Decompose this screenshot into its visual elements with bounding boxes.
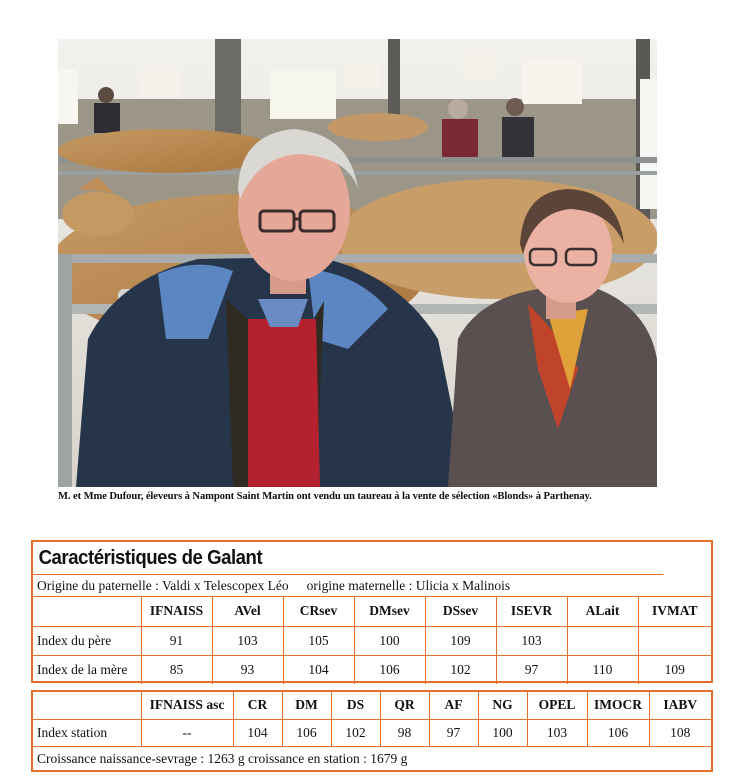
header-row xyxy=(33,692,711,719)
table-cell: 98 xyxy=(380,719,429,746)
header-cell xyxy=(33,597,141,626)
table-cell: 103 xyxy=(527,719,587,746)
table-cell: 85 xyxy=(141,655,212,684)
header-row xyxy=(33,597,711,626)
header-cell: NG xyxy=(478,692,527,719)
header-cell: IABV xyxy=(649,692,711,719)
table-cell: 106 xyxy=(587,719,649,746)
photo-caption: M. et Mme Dufour, éleveurs à Nampont Saint Martin ont vendu un taureau à la vente de sélection «Blonds» à Parthenay. xyxy=(58,491,592,502)
header-cell: IMOCR xyxy=(587,692,649,719)
header-cell: DM xyxy=(282,692,331,719)
galant-characteristics-table xyxy=(31,540,713,683)
table-cell: 97 xyxy=(429,719,478,746)
table-cell: 102 xyxy=(425,655,496,684)
table-cell: -- xyxy=(141,719,233,746)
header-cell: IFNAISS xyxy=(141,597,212,626)
table-row xyxy=(33,626,711,655)
table-cell xyxy=(638,626,711,655)
header-cell: CRsev xyxy=(283,597,354,626)
table-cell: 109 xyxy=(664,661,685,677)
table-cell: 93 xyxy=(212,655,283,684)
header-cell: IVMAT xyxy=(638,597,711,626)
header-cell: DSsev xyxy=(425,597,496,626)
photo-illustration xyxy=(58,39,657,487)
row-label: Index du père xyxy=(33,626,141,655)
row-label: Index de la mère xyxy=(33,655,141,684)
header-cell: ISEVR xyxy=(496,597,567,626)
header-cell: AVel xyxy=(212,597,283,626)
station-index-table xyxy=(33,692,711,746)
table-cell: 91 xyxy=(141,626,212,655)
header-cell: IFNAISS asc xyxy=(141,692,233,719)
header-cell: CR xyxy=(233,692,282,719)
origin-maternal: origine maternelle : Ulicia x Malinois xyxy=(306,578,511,593)
table-cell: 106 xyxy=(282,719,331,746)
parent-index-table xyxy=(33,597,711,684)
table-row xyxy=(33,655,711,684)
header-cell: QR xyxy=(380,692,429,719)
header-cell: AF xyxy=(429,692,478,719)
table-cell xyxy=(567,626,638,655)
table-title: Caractéristiques de Galant xyxy=(33,542,664,575)
table-row xyxy=(33,719,711,746)
origin-line xyxy=(33,575,711,597)
table-cell: 109 xyxy=(425,626,496,655)
header-cell: DS xyxy=(331,692,380,719)
table-cell: 110 xyxy=(567,655,638,684)
table-cell: 103 xyxy=(496,626,567,655)
origin-paternal: Origine du paternelle : Valdi x Telescopex Léo xyxy=(37,578,289,593)
table-cell: 100 xyxy=(354,626,425,655)
table-cell: 97 xyxy=(496,655,567,684)
table-cell: 100 xyxy=(478,719,527,746)
header-cell xyxy=(33,692,141,719)
table-cell: 104 xyxy=(283,655,354,684)
photo xyxy=(58,39,657,487)
table-cell: 103 xyxy=(212,626,283,655)
table-cell: 105 xyxy=(283,626,354,655)
row-label: Index station xyxy=(33,719,141,746)
station-index-table-box xyxy=(31,690,713,772)
header-cell: DMsev xyxy=(354,597,425,626)
table-cell: 102 xyxy=(331,719,380,746)
header-cell: OPEL xyxy=(527,692,587,719)
table-cell: 106 xyxy=(354,655,425,684)
table-cell: 108 xyxy=(670,724,691,740)
header-cell: ALait xyxy=(567,597,638,626)
table-cell: 104 xyxy=(233,719,282,746)
growth-footer: Croissance naissance-sevrage : 1263 g croissance en station : 1679 g xyxy=(33,746,711,771)
